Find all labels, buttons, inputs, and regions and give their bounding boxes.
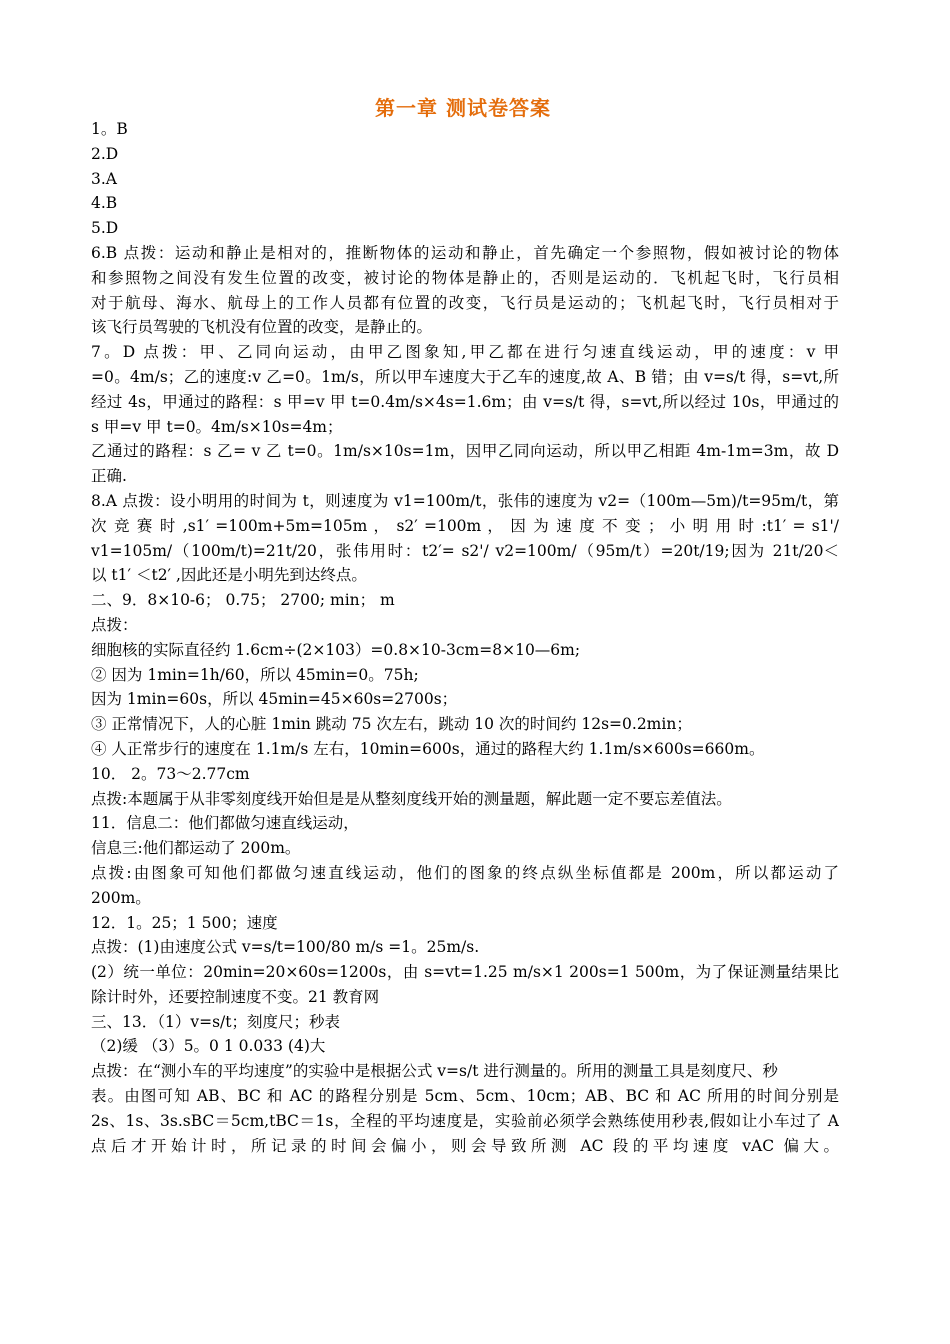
text-line: 点拨：在“测小车的平均速度”的实验中是根据公式 v=s/t 进行测量的。所用的测量工具是刻度尺、秒	[91, 1062, 778, 1081]
text-line: ② 因为 1min=1h/60，所以 45min=0。75h;	[91, 665, 419, 684]
text-line: 点拨：	[91, 615, 138, 634]
text-line: 和参照物之间没有发生位置的改变，被讨论的物体是静止的，否则是运动的．飞机起飞时，飞行员相	[91, 268, 839, 287]
page-title: 第一章 测试卷答案	[375, 96, 551, 120]
text-line: 200m。	[91, 888, 151, 907]
text-line: 点后才开始计时，所记录的时间会偏小，则会导致所测 AC 段的平均速度 vAC 偏大。	[91, 1136, 839, 1155]
text-line: 4.B	[91, 194, 118, 213]
text-line: =0。4m/s；乙的速度:v 乙=0。1m/s，所以甲车速度大于乙车的速度,故 A、B 错；由 v=s/t 得，s=vt,所	[91, 367, 839, 386]
text-line: 点拨：(1)由速度公式 v=s/t=100/80 m/s =1。25m/s.	[91, 938, 480, 957]
text-line: s 甲=v 甲 t=0。4m/s×10s=4m；	[91, 417, 343, 436]
text-line: 三、13．（1）v=s/t；刻度尺；秒表	[91, 1012, 340, 1031]
text-line: 点拨:由图象可知他们都做匀速直线运动，他们的图象的终点纵坐标值都是 200m，所以都运动了	[91, 863, 839, 882]
text-line: 对于航母、海水、航母上的工作人员都有位置的改变，飞行员是运动的；飞机起飞时，飞行员相对于	[91, 293, 839, 312]
text-line: v1=105m/（100m/t)=21t/20，张伟用时：t2′= s2'/ v2=100m/（95m/t）=20t/19;因为 21t/20＜	[91, 541, 839, 560]
text-line: 该飞行员驾驶的飞机没有位置的改变，是静止的。	[91, 318, 433, 337]
text-line: 乙通过的路程：s 乙= v 乙 t=0。1m/s×10s=1m，因甲乙同向运动，所以甲乙相距 4m-1m=3m，故 D	[91, 442, 839, 461]
text-line: 11．信息二：他们都做匀速直线运动，	[91, 814, 359, 833]
text-line: (2）统一单位：20min=20×60s=1200s，由 s=vt=1.25 m/s×1 200s=1 500m，为了保证测量结果比	[91, 963, 839, 982]
text-line: 5.D	[91, 219, 119, 238]
text-line: 7。D 点拨：甲、乙同向运动，由甲乙图象知,甲乙都在进行匀速直线运动，甲的速度：v 甲	[91, 343, 839, 362]
answer-body	[91, 117, 839, 1158]
text-line: 3.A	[91, 169, 117, 188]
text-line: 次 竞 赛 时 ,s1′ =100m+5m=105m ， s2′ =100m ， 因 为 速 度 不 变 ； 小 明 用 时 :t1′ = s1'/	[91, 516, 839, 535]
text-line: 6.B 点拨：运动和静止是相对的，推断物体的运动和静止，首先确定一个参照物，假如被讨论的物体	[91, 243, 839, 262]
text-line: ③ 正常情况下，人的心脏 1min 跳动 75 次左右，跳动 10 次的时间约 12s=0.2min；	[91, 715, 692, 734]
text-line: 2.D	[91, 144, 119, 163]
text-line: 12．1。25；1 500；速度	[91, 913, 278, 932]
text-line: 除计时外，还要控制速度不变。21 教育网	[91, 987, 380, 1006]
text-line: 二、9．8×10-6； 0.75； 2700; min； m	[91, 591, 395, 610]
text-line: （2)缓 （3）5。0 1 0.033 (4)大	[91, 1037, 326, 1056]
text-line: 点拨:本题属于从非零刻度线开始但是是从整刻度线开始的测量题，解此题一定不要忘差值法。	[91, 789, 732, 808]
text-line: 正确.	[91, 467, 127, 486]
text-line: 10． 2。73～2.77cm	[91, 764, 250, 783]
text-line: 2s、1s、3s.sBC＝5cm,tBC＝1s，全程的平均速度是，实验前必须学会熟练使用秒表,假如让小车过了 A	[91, 1111, 839, 1130]
text-line: 经过 4s，甲通过的路程：s 甲=v 甲 t=0.4m/s×4s=1.6m；由 v=s/t 得，s=vt,所以经过 10s，甲通过的	[91, 392, 839, 411]
text-line: 以 t1′ ＜t2′ ,因此还是小明先到达终点。	[91, 566, 367, 585]
text-line: 表。由图可知 AB、BC 和 AC 的路程分别是 5cm、5cm、10cm；AB、BC 和 AC 所用的时间分别是	[91, 1087, 839, 1106]
text-line: 8.A 点拨：设小明用的时间为 t，则速度为 v1=100m/t，张伟的速度为 v2=（100m—5m)/t=95m/t，第	[91, 491, 839, 510]
text-line: ④ 人正常步行的速度在 1.1m/s 左右，10min=600s，通过的路程大约 1.1m/s×600s=660m。	[91, 739, 765, 758]
text-line: 细胞核的实际直径约 1.6cm÷(2×103）=0.8×10-3cm=8×10—6m;	[91, 640, 581, 659]
text-line: 1。B	[91, 120, 128, 138]
text-line: 信息三:他们都运动了 200m。	[91, 839, 301, 858]
text-line: 因为 1min=60s，所以 45min=45×60s=2700s；	[91, 690, 458, 709]
